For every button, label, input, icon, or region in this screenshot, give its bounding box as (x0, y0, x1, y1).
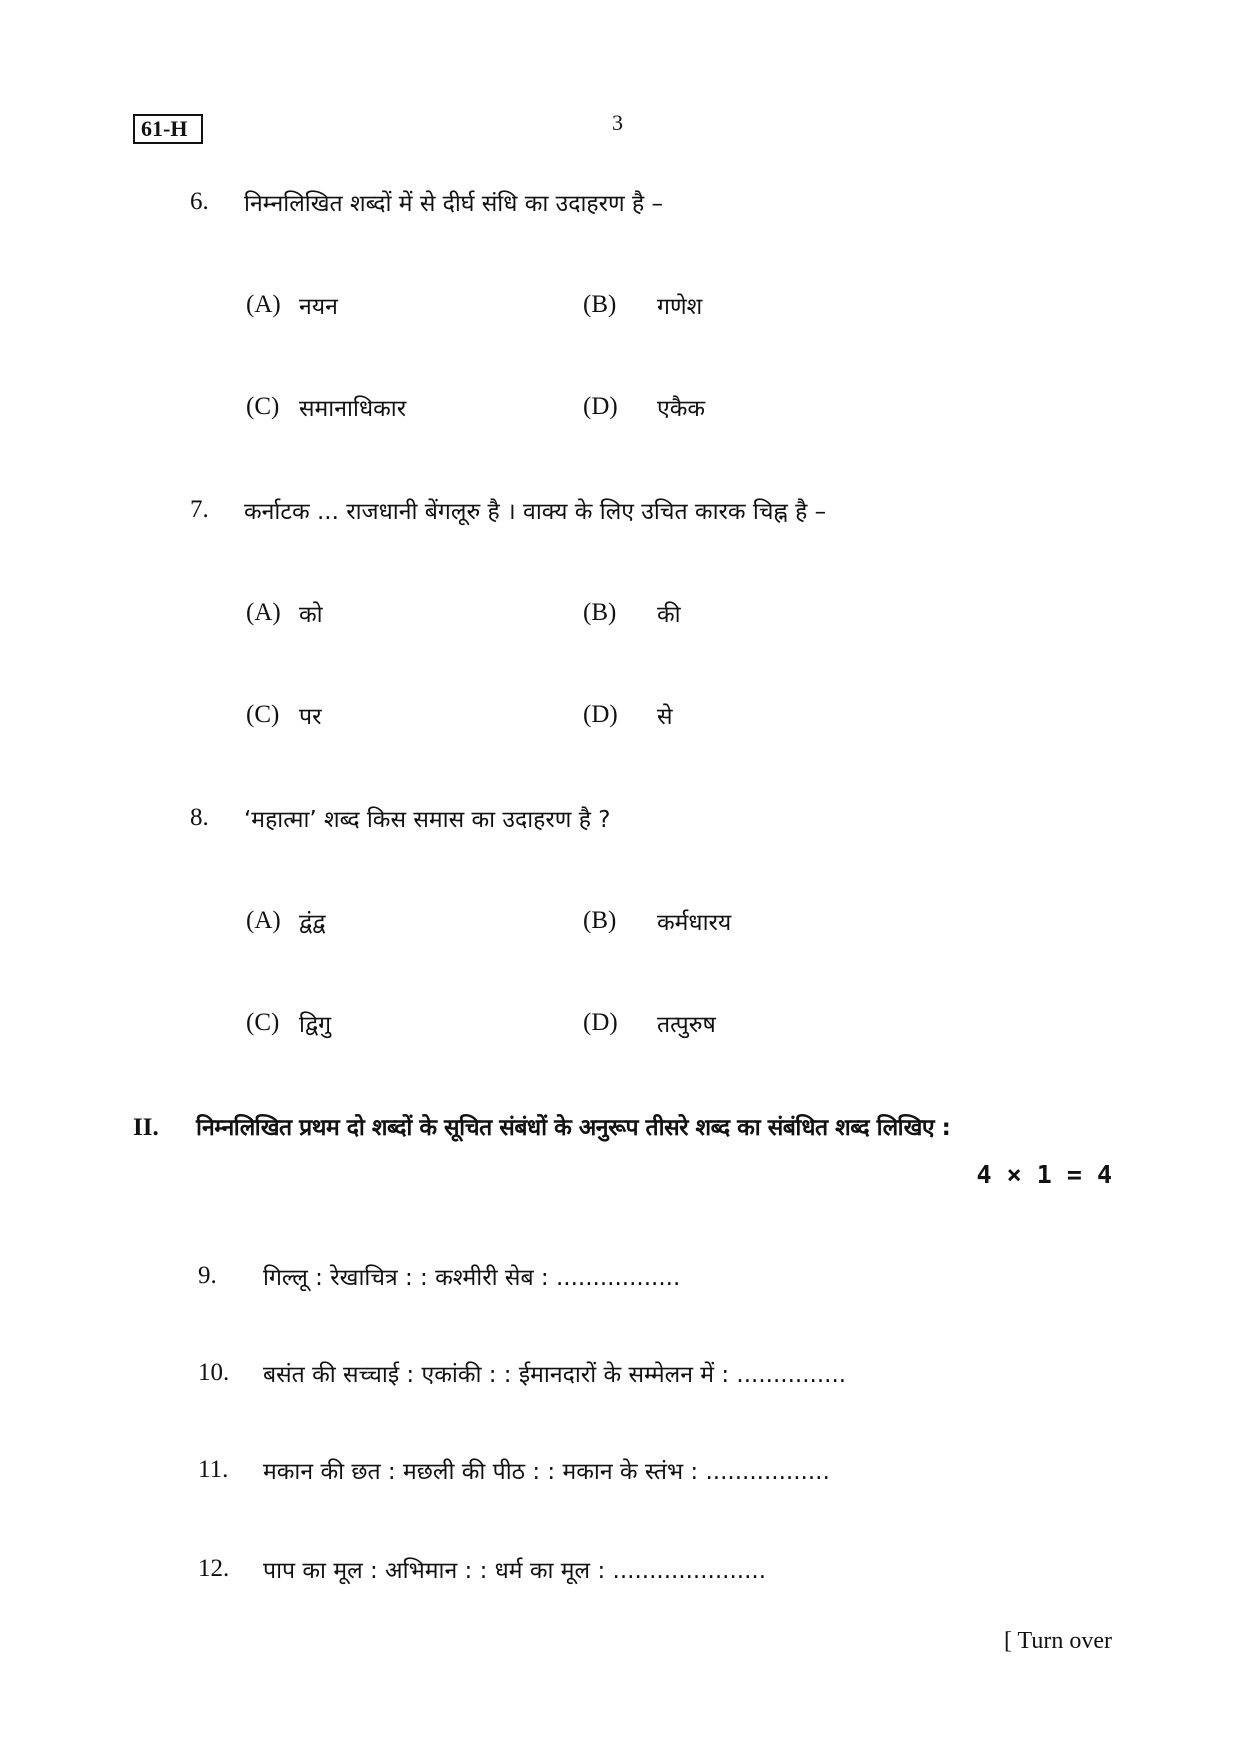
option-text: से (657, 704, 673, 730)
option-label: (C) (246, 1009, 280, 1036)
option-text: को (299, 602, 323, 628)
option-text: की (657, 602, 681, 628)
question-number: 8. (190, 804, 209, 831)
option-text: नयन (299, 294, 338, 320)
paper-code: 61-H (133, 114, 203, 144)
item-number: 12. (198, 1555, 230, 1582)
option-text: गणेश (657, 294, 703, 320)
option-label: (C) (246, 701, 280, 728)
option-label: (B) (583, 907, 617, 934)
option-text: द्विगु (299, 1012, 332, 1038)
item-text: मकान की छत : मछली की पीठ : : मकान के स्तंभ : ................. (263, 1459, 830, 1485)
section-title: निम्नलिखित प्रथम दो शब्दों के सूचित संबंधों के अनुरूप तीसरे शब्द का संबंधित शब्द लिखिए : (196, 1115, 951, 1141)
item-text: पाप का मूल : अभिमान : : धर्म का मूल : ..................... (263, 1558, 767, 1584)
option-label: (D) (583, 393, 618, 420)
option-label: (A) (246, 291, 281, 318)
item-text: गिल्लू : रेखाचित्र : : कश्मीरी सेब : ................. (263, 1265, 681, 1291)
item-number: 10. (198, 1359, 230, 1386)
option-text: पर (299, 704, 322, 730)
option-text: द्वंद्व (299, 910, 326, 936)
turn-over-note: [ Turn over (1003, 1628, 1112, 1654)
option-label: (B) (583, 599, 617, 626)
option-text: कर्मधारय (657, 910, 732, 936)
section-label: II. (133, 1114, 159, 1141)
option-text: तत्पुरुष (657, 1012, 716, 1038)
option-text: एकैक (657, 396, 706, 422)
question-text: ‘महात्मा’ शब्द किस समास का उदाहरण है ? (244, 807, 611, 833)
option-label: (A) (246, 599, 281, 626)
question-text: निम्नलिखित शब्दों में से दीर्घ संधि का उदाहरण है – (244, 191, 664, 217)
question-text: कर्नाटक ... राजधानी बेंगलूरु है । वाक्य के लिए उचित कारक चिह्न है – (244, 499, 827, 525)
item-number: 9. (198, 1262, 217, 1289)
option-label: (A) (246, 907, 281, 934)
item-number: 11. (198, 1456, 229, 1483)
option-label: (B) (583, 291, 617, 318)
option-label: (D) (583, 701, 618, 728)
page-number: 3 (612, 110, 623, 135)
item-text: बसंत की सच्चाई : एकांकी : : ईमानदारों के सम्मेलन में : ............... (263, 1362, 847, 1388)
option-text: समानाधिकार (299, 396, 407, 422)
option-label: (C) (246, 393, 280, 420)
section-marks: 4 × 1 = 4 (976, 1160, 1112, 1189)
option-label: (D) (583, 1009, 618, 1036)
question-number: 7. (190, 496, 209, 523)
question-number: 6. (190, 188, 209, 215)
